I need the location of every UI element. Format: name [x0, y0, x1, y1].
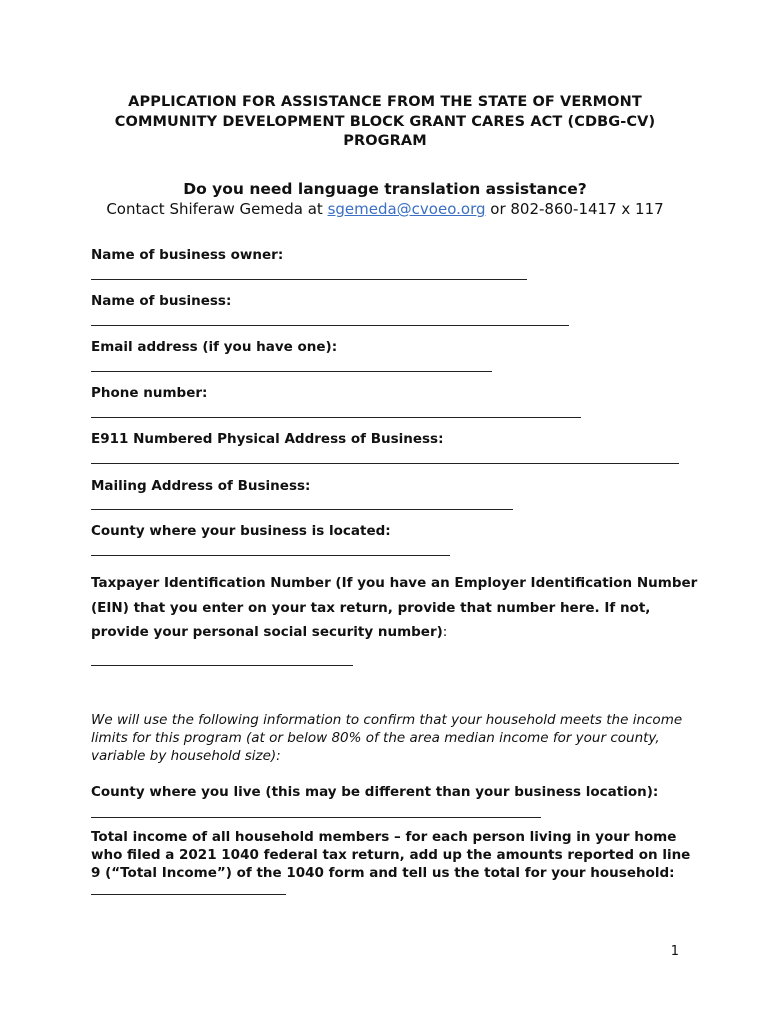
contact-line — [40, 199, 730, 219]
tin-line[interactable] — [91, 665, 353, 666]
physical-address-label: E911 Numbered Physical Address of Business: — [91, 431, 444, 447]
page-number: 1 — [670, 944, 679, 959]
total-income-label — [91, 828, 691, 900]
email-line[interactable] — [91, 371, 492, 372]
title-line-3: PROGRAM — [343, 133, 427, 149]
contact-suffix: or 802-860-1417 x 117 — [485, 200, 664, 218]
total-income-text: Total income of all household members – for each person living in your home who filed a 2021 1040 federal tax return, add up the amounts reported on line 9 (“Total Income”) of the 1040 form and tell us the total for your household: — [91, 829, 691, 881]
business-county-line[interactable] — [91, 555, 450, 556]
email-label: Email address (if you have one): — [91, 339, 338, 355]
home-county-label: County where you live (this may be different than your business location): — [91, 784, 659, 800]
title-line-1: APPLICATION FOR ASSISTANCE FROM THE STATE OF VERMONT — [128, 94, 642, 110]
business-county-label: County where your business is located: — [91, 523, 391, 539]
business-name-label: Name of business: — [91, 293, 232, 309]
home-county-line[interactable] — [91, 817, 541, 818]
tin-colon: : — [442, 624, 448, 640]
title-line-2: COMMUNITY DEVELOPMENT BLOCK GRANT CARES ACT (CDBG-CV) — [114, 113, 656, 130]
contact-prefix: Contact Shiferaw Gemeda at — [106, 200, 328, 218]
document-title — [60, 93, 710, 152]
tin-label — [91, 571, 711, 645]
phone-label: Phone number: — [91, 385, 208, 401]
mailing-address-label: Mailing Address of Business: — [91, 478, 311, 494]
income-note: We will use the following information to confirm that your household meets the income limits for this program (at or below 80% of the area median income for your county, variable by household size): — [91, 712, 683, 764]
business-owner-line[interactable] — [91, 279, 527, 280]
translation-question: Do you need language translation assistance? — [183, 180, 587, 198]
mailing-address-line[interactable] — [91, 509, 513, 510]
total-income-line[interactable] — [91, 882, 286, 895]
physical-address-line[interactable] — [91, 463, 679, 464]
business-name-line[interactable] — [91, 325, 569, 326]
tin-text: Taxpayer Identification Number (If you have an Employer Identification Number (EIN) that you enter on your tax return, provide that number here. If not, provide your personal social security number) — [91, 575, 698, 640]
business-owner-label: Name of business owner: — [91, 247, 284, 263]
phone-line[interactable] — [91, 417, 581, 418]
contact-email-link[interactable]: sgemeda@cvoeo.org — [327, 200, 486, 218]
